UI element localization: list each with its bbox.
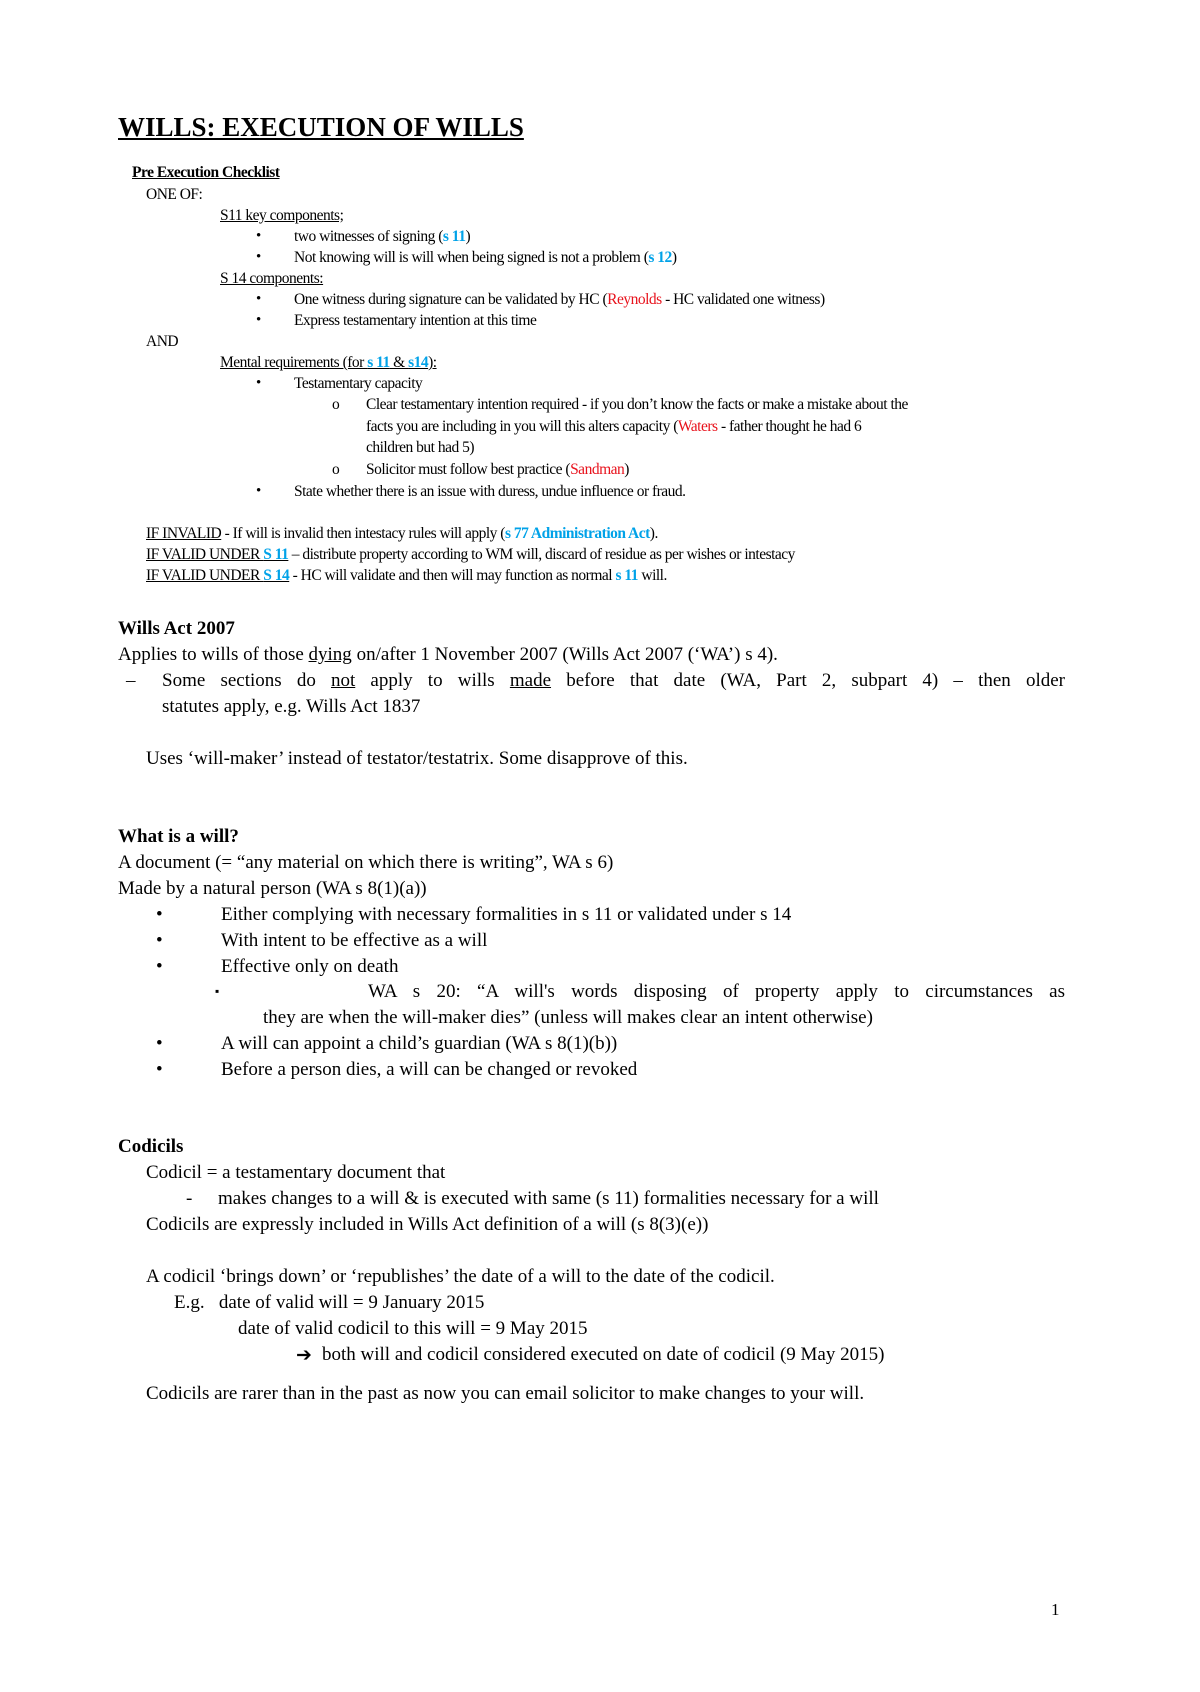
s11-heading: S11 key components; <box>220 207 344 224</box>
sub-bullet-icon: o <box>332 396 340 413</box>
page-title: WILLS: EXECUTION OF WILLS <box>118 112 524 142</box>
what-is-bullet3: Effective only on death <box>221 956 399 977</box>
mental-item-duress: State whether there is an issue with duress, undue influence or fraud. <box>294 483 686 500</box>
what-is-bullet2: With intent to be effective as a will <box>221 930 488 951</box>
codicils-heading: Codicils <box>118 1136 184 1157</box>
bullet-icon: • <box>156 930 163 951</box>
case-sandman: Sandman <box>570 461 625 478</box>
s14-item-express-intention: Express testamentary intention at this time <box>294 312 537 329</box>
sub-item-clear-intention-line2: facts you are including in you will this alters capacity (Waters - father thought he had 6 <box>366 418 862 435</box>
what-is-sub-line1: WA s 20: “A will's words disposing of property apply to circumstances as <box>368 981 1065 1002</box>
sub-bullet-icon: o <box>332 461 340 478</box>
bullet-icon: • <box>256 375 262 391</box>
what-is-line1: A document (= “any material on which there is writing”, WA s 6) <box>118 852 614 873</box>
codicils-line7: both will and codicil considered executed on date of codicil (9 May 2015) <box>322 1344 885 1365</box>
if-valid-s11-line: IF VALID UNDER S 11 – distribute property according to WM will, discard of residue as per wishes or intestacy <box>146 546 795 563</box>
wills-act-heading: Wills Act 2007 <box>118 618 235 639</box>
bullet-icon: • <box>156 956 163 977</box>
bullet-icon: • <box>156 1059 163 1080</box>
sub-item-clear-intention-line1: Clear testamentary intention required - if you don’t know the facts or make a mistake about the <box>366 396 908 413</box>
s11-item-not-knowing: Not knowing will is will when being signed is not a problem (s 12) <box>294 249 677 266</box>
if-invalid-line: IF INVALID - If will is invalid then intestacy rules will apply (s 77 Administration Act). <box>146 525 658 542</box>
codicils-line2: makes changes to a will & is executed with same (s 11) formalities necessary for a will <box>218 1188 879 1209</box>
what-is-bullet5: Before a person dies, a will can be changed or revoked <box>221 1059 638 1080</box>
sub-item-clear-intention-line3: children but had 5) <box>366 439 475 456</box>
s11-ref: s 11 <box>442 228 466 245</box>
if-valid-s14-line: IF VALID UNDER S 14 - HC will validate and then will may function as normal s 11 will. <box>146 567 667 584</box>
what-is-heading: What is a will? <box>118 826 239 847</box>
checklist-heading: Pre Execution Checklist <box>132 164 280 181</box>
wills-act-line1: Applies to wills of those dying on/after 1 November 2007 (Wills Act 2007 (‘WA’) s 4). <box>118 644 778 665</box>
codicils-line8: Codicils are rarer than in the past as now you can email solicitor to make changes to your will. <box>146 1383 865 1404</box>
codicils-line6: date of valid codicil to this will = 9 May 2015 <box>238 1318 588 1339</box>
bullet-icon: • <box>156 904 163 925</box>
what-is-line2: Made by a natural person (WA s 8(1)(a)) <box>118 878 427 899</box>
dash-icon: - <box>186 1188 193 1209</box>
sub-item-solicitor: Solicitor must follow best practice (Sandman) <box>366 461 629 478</box>
codicils-line1: Codicil = a testamentary document that <box>146 1162 446 1183</box>
bullet-icon: • <box>156 1033 163 1054</box>
codicils-line4: A codicil ‘brings down’ or ‘republishes’ the date of a will to the date of the codicil. <box>146 1266 775 1287</box>
case-reynolds: Reynolds <box>607 291 662 308</box>
s12-ref: s 12 <box>648 249 672 266</box>
s14-item-one-witness: One witness during signature can be validated by HC (Reynolds - HC validated one witness) <box>294 291 825 308</box>
what-is-sub-line2: they are when the will-maker dies” (unless will makes clear an intent otherwise) <box>263 1007 873 1028</box>
mental-heading: Mental requirements (for s 11 & s14): <box>220 354 437 371</box>
bullet-icon: • <box>256 483 262 499</box>
bullet-icon: • <box>256 291 262 307</box>
page-number: 1 <box>1051 1600 1060 1619</box>
bullet-icon: • <box>256 228 262 244</box>
wills-act-line3: statutes apply, e.g. Wills Act 1837 <box>162 696 421 717</box>
bullet-icon: • <box>256 312 262 328</box>
arrow-right-icon: ➔ <box>296 1345 312 1366</box>
and-label: AND <box>146 333 179 350</box>
mental-item-capacity: Testamentary capacity <box>294 375 423 392</box>
case-waters: Waters <box>677 418 718 435</box>
what-is-bullet4: A will can appoint a child’s guardian (WA s 8(1)(b)) <box>221 1033 618 1054</box>
dash-icon: – <box>126 670 136 691</box>
wills-act-line4: Uses ‘will-maker’ instead of testator/testatrix. Some disapprove of this. <box>146 748 688 769</box>
bullet-icon: • <box>256 249 262 265</box>
s11-item-witnesses: two witnesses of signing (s 11) <box>294 228 471 245</box>
codicils-line5: E.g. date of valid will = 9 January 2015 <box>174 1292 485 1313</box>
what-is-bullet1: Either complying with necessary formalities in s 11 or validated under s 14 <box>221 904 792 925</box>
s14-heading: S 14 components: <box>220 270 324 287</box>
codicils-line3: Codicils are expressly included in Wills Act definition of a will (s 8(3)(e)) <box>146 1214 709 1235</box>
square-bullet-icon: ▪ <box>215 984 220 998</box>
one-of-label: ONE OF: <box>146 186 203 203</box>
wills-act-line2: Some sections do not apply to wills made before that date (WA, Part 2, subpart 4) – then older <box>162 670 1065 691</box>
